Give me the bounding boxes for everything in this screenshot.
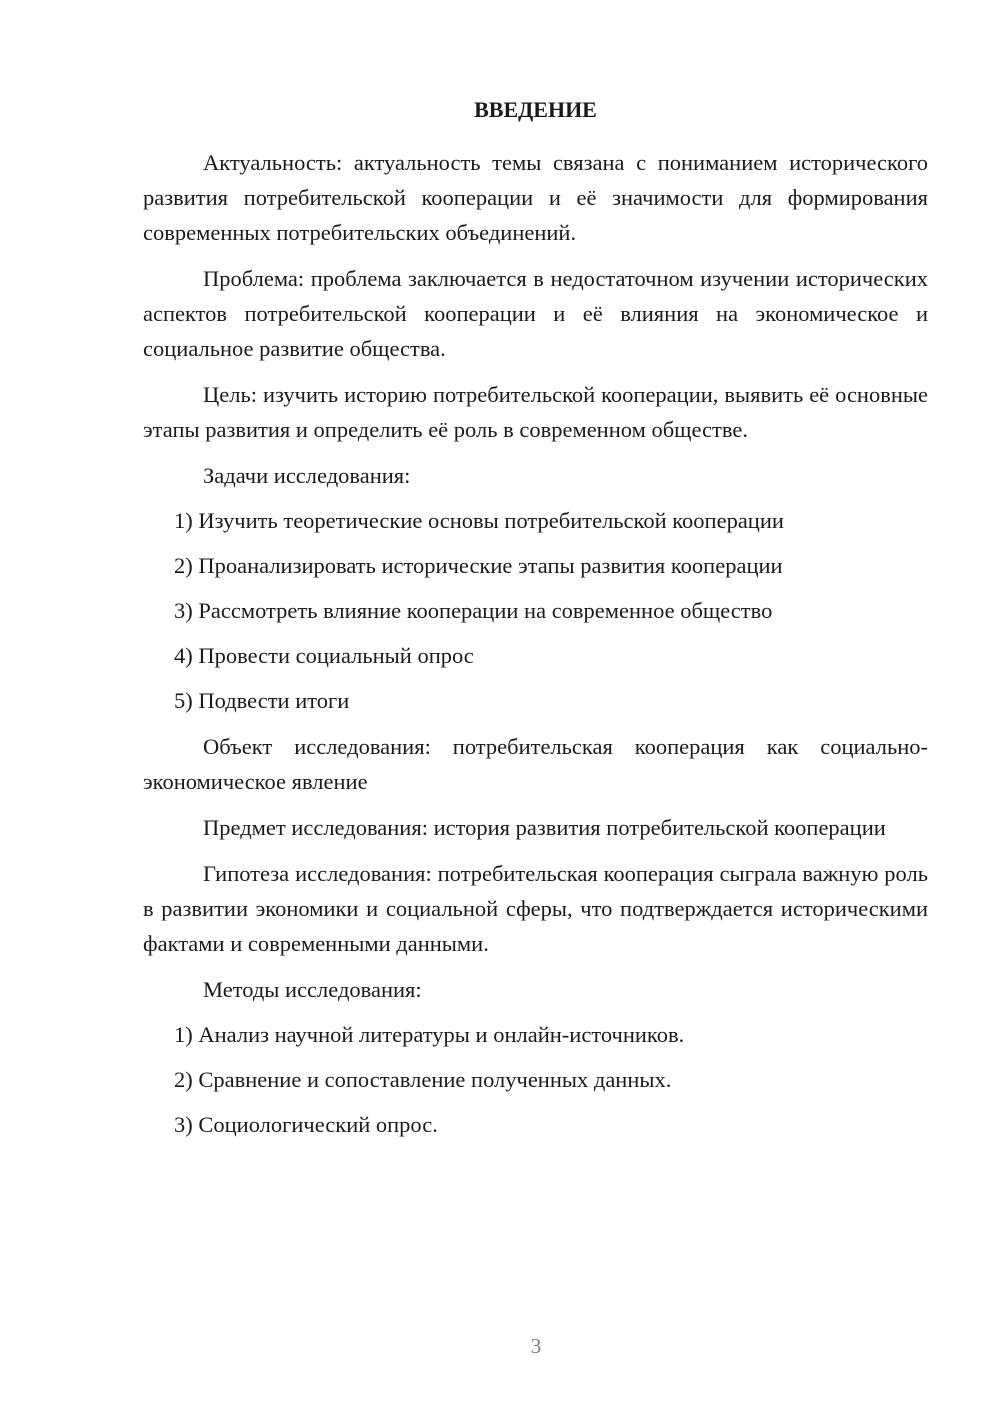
task-item: 3) Рассмотреть влияние кооперации на современное общество [174, 598, 773, 623]
method-item: 3) Социологический опрос. [174, 1112, 438, 1137]
task-item: 1) Изучить теоретические основы потребительской кооперации [174, 508, 784, 533]
hypothesis-paragraph: Гипотеза исследования: потребительская кооперация сыграла важную роль в развитии экономики и социальной сферы, что подтверждается историческими фактами и современными данными. [143, 861, 928, 956]
relevance-paragraph: Актуальность: актуальность темы связана с пониманием исторического развития потребительской кооперации и её значимости для формирования современных потребительских объединений. [143, 150, 928, 245]
tasks-list [143, 503, 928, 718]
object-paragraph: Объект исследования: потребительская кооперация как социально-экономическое явление [143, 734, 928, 794]
subject-paragraph: Предмет исследования: история развития потребительской кооперации [203, 815, 886, 840]
methods-list [143, 1017, 928, 1142]
methods-intro: Методы исследования: [203, 977, 422, 1002]
task-item: 2) Проанализировать исторические этапы развития кооперации [174, 553, 783, 578]
problem-paragraph: Проблема: проблема заключается в недостаточном изучении исторических аспектов потребительской кооперации и её влияния на экономическое и социальное развитие общества. [143, 266, 928, 361]
method-item: 2) Сравнение и сопоставление полученных данных. [174, 1067, 672, 1092]
page-number: 3 [530, 1334, 542, 1358]
task-item: 4) Провести социальный опрос [174, 643, 474, 668]
method-item: 1) Анализ научной литературы и онлайн-источников. [174, 1022, 685, 1047]
section-heading: ВВЕДЕНИЕ [474, 97, 597, 122]
goal-paragraph: Цель: изучить историю потребительской кооперации, выявить её основные этапы развития и определить её роль в современном обществе. [143, 382, 928, 442]
tasks-intro: Задачи исследования: [203, 463, 411, 488]
task-item: 5) Подвести итоги [174, 688, 350, 713]
page-content [143, 95, 928, 1153]
